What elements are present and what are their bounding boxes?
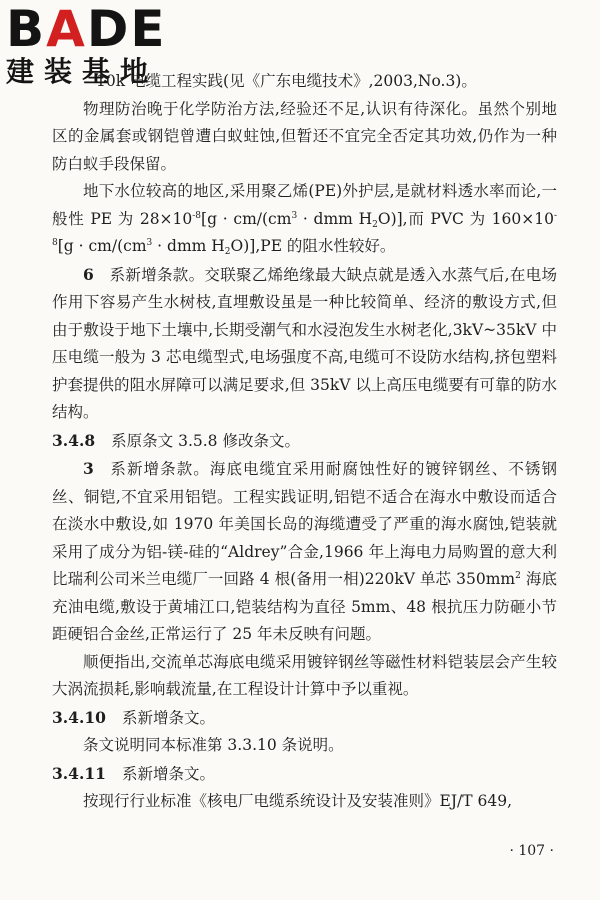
paragraph-item-6: [52, 261, 557, 427]
clause-number: 3.4.11: [52, 763, 106, 783]
item-number: 6: [83, 264, 94, 284]
clause-number: 3.4.8: [52, 430, 96, 450]
logo-subtitle: 建装基地: [6, 55, 159, 88]
text-run: · dmm H: [297, 209, 373, 228]
superscript: 2: [515, 571, 521, 581]
logo-letter-accent: A: [46, 0, 87, 58]
logo-letters-pre: B: [6, 0, 47, 58]
paragraph-item-3: [52, 455, 557, 649]
logo-letters-post: DE: [86, 0, 167, 58]
logo-wordmark: [6, 0, 176, 58]
paragraph-eddy-current: 顺便指出,交流单芯海底电缆采用镀锌钢丝等磁性材料铠装层会产生较大涡流损耗,影响载流量,在工程设计计算中予以重视。: [52, 652, 557, 698]
text-run: 地下水位较高的地区,采用聚乙烯(PE)外护层,是就材料透水率而论,一般性 PE 为 28×10: [52, 182, 557, 228]
clause-text: 系新增条文。: [121, 708, 215, 727]
page-body: [52, 68, 557, 816]
superscript: 3: [291, 210, 298, 221]
text-run: O)],而 PVC 为 160×10: [377, 209, 554, 228]
item-text: 系新增条款。交联聚乙烯绝缘最大缺点就是透入水蒸气后,在电场作用下容易产生水树枝,直埋敷设虽是一种比较简单、经济的敷设方式,但由于敷设于地下土壤中,长期受潮气和水浸泡发生水树老化,3kV~35kV 中压电缆一般为 3 芯电缆型式,电场强度不高,电缆可不设防水结构,挤包塑料护套提供的阻水屏障可以满足要求,但 35kV 以上高压电缆要有可靠的防水结构。: [52, 265, 557, 421]
clause-3-4-10: [52, 704, 557, 733]
paragraph-physical-prevention: 物理防治晚于化学防治方法,经验还不足,认识有待深化。虽然个别地区的金属套或钢铠曾遭白蚁蛀蚀,但暂还不宜完全否定其功效,仍作为一种防白蚁手段保留。: [52, 99, 557, 173]
superscript: 3: [146, 238, 153, 248]
clause-text: 系新增条文。: [121, 764, 215, 783]
reference-line: 10k 电缆工程实践(见《广东电缆技术》,2003,No.3)。: [96, 72, 477, 90]
paragraph-nuclear-standard: 按现行行业标准《核电厂电缆系统设计及安装准则》EJ/T 649,: [83, 792, 513, 810]
paragraph-same-as-3-3-10: 条文说明同本标准第 3.3.10 条说明。: [83, 736, 344, 754]
clause-number: 3.4.10: [52, 707, 106, 727]
item-text: 海底充油电缆,敷设于黄埔江口,铠装结构为直径 5mm、48 根抗压力防砸小节距硬铝合金丝,正常运行了 25 年未反映有问题。: [52, 570, 557, 643]
superscript: -8: [52, 210, 557, 248]
item-text: 系新增条款。海底电缆宜采用耐腐蚀性好的镀锌钢丝、不锈钢丝、铜铠,不宜采用铝铠。工程实践证明,铝铠不适合在海水中敷设而适合在淡水中敷设,如 1970 年美国长岛的海缆遭受了严重的海水腐蚀,铠装就采用了成分为铝-镁-硅的“Aldrey”合金,1966 年上海电力局购置的意大利比瑞利公司米兰电缆厂一回路 4 根(备用一相)220kV 单芯 350mm: [52, 460, 557, 588]
clause-3-4-11: [52, 760, 557, 789]
subscript: 2: [224, 247, 231, 257]
superscript: -8: [192, 210, 202, 221]
clause-text: 系原条文 3.5.8 修改条文。: [111, 431, 300, 450]
text-run: [g · cm/(cm: [201, 209, 292, 228]
paragraph-pe-sheath: [52, 178, 557, 261]
text-run: [g · cm/(cm: [57, 237, 147, 255]
text-run: · dmm H: [152, 237, 225, 255]
text-run: O)],PE 的阻水性较好。: [230, 237, 396, 255]
item-number: 3: [83, 459, 94, 478]
subscript: 2: [372, 219, 378, 230]
clause-3-4-8: [52, 427, 557, 456]
page-number: · 107 ·: [509, 843, 554, 859]
